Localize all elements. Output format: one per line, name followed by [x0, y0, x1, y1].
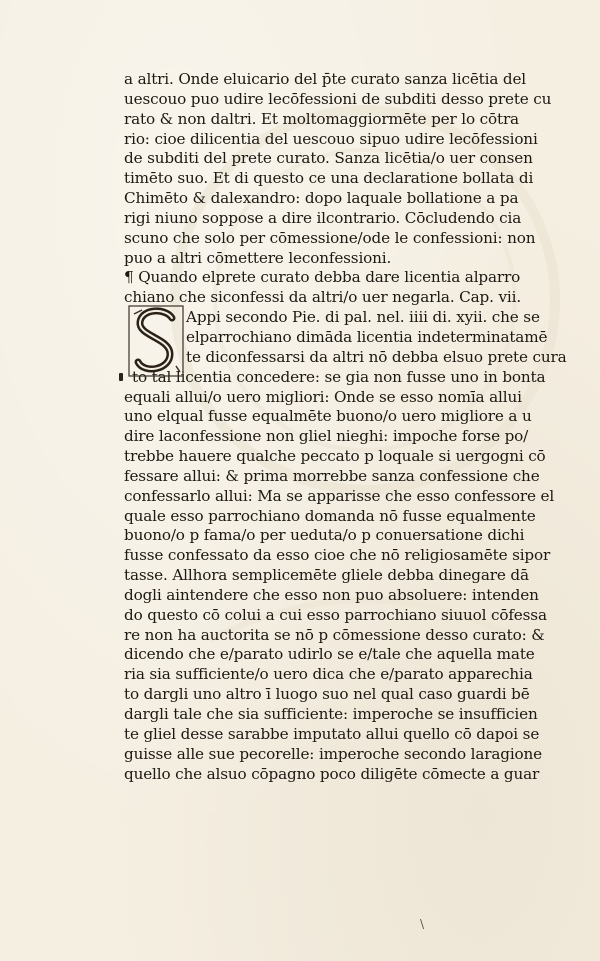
- text-line: elparrochiano dimāda licentia indeterminatamē: [186, 327, 548, 346]
- text-line: scuno che solo per cōmessione/ode le confessioni: non: [124, 228, 536, 247]
- text-line: puo a altri cōmettere leconfessioni.: [124, 248, 392, 267]
- text-line: uno elqual fusse equalmēte buono/o uero migliore a u: [124, 407, 532, 426]
- text-line: trebbe hauere qualche peccato p loquale si uergogni cō: [124, 447, 546, 466]
- text-line: dogli aintendere che esso non puo absoluere: intenden: [124, 585, 539, 604]
- text-line: uescouo puo udire lecōfessioni de subditi desso prete cu: [124, 89, 552, 108]
- text-line: timēto suo. Et di questo ce una declaratione bollata di: [124, 169, 534, 188]
- text-line: ria sia sufficiente/o uero dica che e/parato apparechia: [124, 665, 533, 684]
- text-line: do questo cō colui a cui esso parrochiano siuuol cōfessa: [124, 605, 547, 624]
- page-text: [124, 70, 584, 784]
- text-line: Chimēto & dalexandro: dopo laquale bollatione a pa: [124, 189, 519, 208]
- text-line: buono/o p fama/o per ueduta/o p conuersatione dichi: [124, 526, 525, 545]
- text-line: de subditi del prete curato. Sanza licētia/o uer consen: [124, 149, 533, 168]
- text-line: quale esso parrochiano domanda nō fusse equalmente: [124, 506, 536, 525]
- text-line: equali allui/o uero migliori: Onde se esso nomīa allui: [124, 387, 522, 406]
- text-line: fusse confessato da esso cioe che nō religiosamēte sipor: [124, 546, 551, 565]
- text-line: a altri. Onde eluicario del p̄te curato sanza licētia del: [124, 70, 527, 88]
- text-line: quello che alsuo cōpagno poco diligēte cōmecte a guar: [124, 764, 540, 783]
- text-line: guisse alle sue pecorelle: imperoche secondo laragione: [124, 744, 542, 763]
- chapter-heading-line: chiano che siconfessi da altri/o uer negarla. Cap. vii.: [124, 288, 521, 307]
- text-line: confessarlo allui: Ma se apparisse che esso confessore el: [124, 486, 555, 505]
- text-line: tasse. Allhora semplicemēte gliele debba dinegare dā: [124, 566, 529, 585]
- text-line: re non ha auctorita se nō p cōmessione desso curato: &: [124, 625, 545, 644]
- text-line: rio: cioe dilicentia del uescouo sipuo udire lecōfessioni: [124, 129, 538, 148]
- text-line: rato & non daltri. Et moltomaggiormēte per lo cōtra: [124, 109, 519, 128]
- text-line: Appi secondo Pie. di pal. nel. iiii di. xyii. che se: [186, 308, 540, 327]
- text-line: fessare allui: & prima morrebbe sanza confessione che: [124, 466, 540, 485]
- page-bottom-mark: \: [420, 917, 425, 931]
- text-line: dargli tale che sia sufficiente: imperoche se insufficien: [124, 705, 538, 723]
- margin-mark: [119, 373, 123, 381]
- text-line: te gliel desse sarabbe imputato allui quello cō dapoi se: [124, 724, 540, 743]
- text-line: to dargli uno altro ī luogo suo nel qual caso guardi bē: [124, 685, 530, 704]
- text-line: to tal licentia concedere: se gia non fusse uno in bonta: [132, 367, 546, 386]
- decorated-initial-s: [128, 304, 184, 378]
- text-line: rigi niuno soppose a dire ilcontrario. Cōcludendo cia: [124, 208, 522, 227]
- chapter-heading-line: ¶ Quando elprete curato debba dare licentia alparro: [124, 268, 521, 287]
- text-line: dire laconfessione non gliel nieghi: impoche forse po/: [124, 427, 529, 446]
- text-line: dicendo che e/parato udirlo se e/tale che aquella mate: [124, 645, 535, 664]
- text-line: te diconfessarsi da altri nō debba elsuo prete cura: [186, 347, 567, 366]
